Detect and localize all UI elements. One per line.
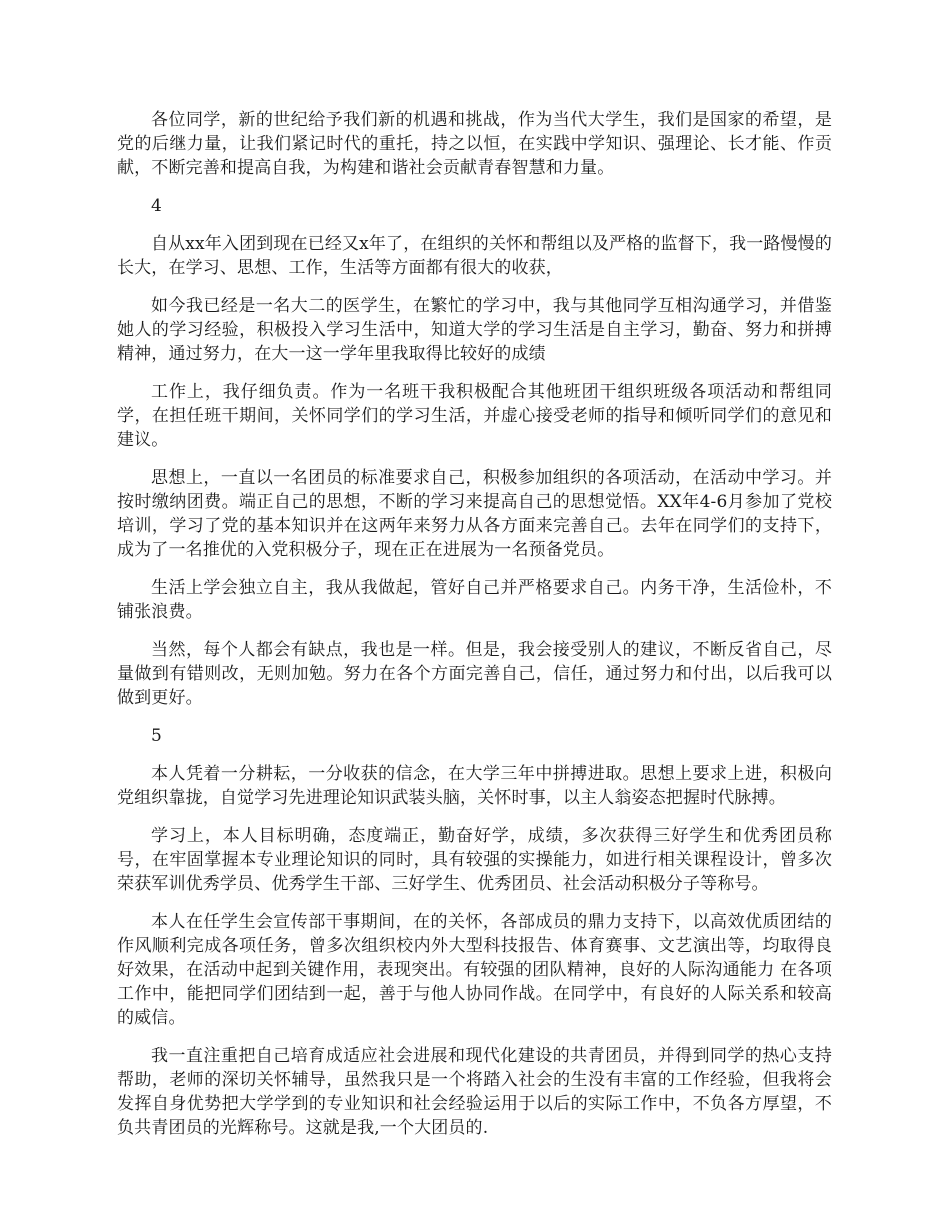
paragraph: 学习上，本人目标明确，态度端正，勤奋好学，成绩，多次获得三好学生和优秀团员称号，在牢固掌握本专业理论知识的同时，具有较强的实操能力，如进行相关课程设计，曾多次荣获军训优秀学员、优秀学生干部、三好学生、优秀团员、社会活动积极分子等称号。	[117, 826, 832, 894]
paragraph: 自从xx年入团到现在已经又x年了，在组织的关怀和帮组以及严格的监督下，我一路慢慢的长大，在学习、思想、工作，生活等方面都有很大的收获，	[117, 234, 832, 278]
paragraph: 生活上学会独立自主，我从我做起，管好自己并严格要求自己。内务干净，生活俭朴，不铺张浪费。	[117, 578, 832, 622]
paragraph: 当然，每个人都会有缺点，我也是一样。但是，我会接受别人的建议，不断反省自己，尽量做到有错则改，无则加勉。努力在各个方面完善自己，信任，通过努力和付出，以后我可以做到更好。	[117, 640, 832, 708]
paragraph: 思想上，一直以一名团员的标准要求自己，积极参加组织的各项活动，在活动中学习。并按时缴纳团费。端正自己的思想，不断的学习来提高自己的思想觉悟。XX年4-6月参加了党校培训，学习了党的基本知识并在这两年来努力从各方面来完善自己。去年在同学们的支持下，成为了一名推优的入党积极分子，现在正在进展为一名预备党员。	[117, 468, 832, 560]
paragraph: 各位同学，新的世纪给予我们新的机遇和挑战，作为当代大学生，我们是国家的希望，是党的后继力量，让我们紧记时代的重托，持之以恒，在实践中学知识、强理论、长才能、作贡献，不断完善和提高自我，为构建和谐社会贡献青春智慧和力量。	[117, 110, 832, 178]
paragraph: 本人在任学生会宣传部干事期间，在的关怀，各部成员的鼎力支持下，以高效优质团结的作风顺利完成各项任务，曾多次组织校内外大型科技报告、体育赛事、文艺演出等，均取得良好效果，在活动中起到关键作用，表现突出。有较强的团队精神，良好的人际沟通能力 在各项工作中，能把同学们团结到一起，善于与他人协同作战。在同学中，有良好的人际关系和较高的威信。	[117, 912, 832, 1028]
paragraph: 工作上，我仔细负责。作为一名班干我积极配合其他班团干组织班级各项活动和帮组同学，在担任班干期间，关怀同学们的学习生活，并虚心接受老师的指导和倾听同学们的意见和建议。	[117, 382, 832, 450]
section-number: 4	[151, 196, 162, 216]
paragraph: 本人凭着一分耕耘，一分收获的信念，在大学三年中拼搏进取。思想上要求上进，积极向党组织靠拢，自觉学习先进理论知识武装头脑，关怀时事，以主人翁姿态把握时代脉搏。	[117, 764, 832, 808]
section-number: 5	[151, 726, 162, 746]
paragraph: 我一直注重把自己培育成适应社会进展和现代化建设的共青团员，并得到同学的热心支持帮助，老师的深切关怀辅导，虽然我只是一个将踏入社会的生没有丰富的工作经验，但我将会发挥自身优势把大学学到的专业知识和社会经验运用于以后的实际工作中，不负各方厚望，不负共青团员的光辉称号。这就是我,一个大团员的.	[117, 1046, 832, 1138]
paragraph: 如今我已经是一名大二的医学生，在繁忙的学习中，我与其他同学互相沟通学习，并借鉴她人的学习经验，积极投入学习生活中，知道大学的学习生活是自主学习，勤奋、努力和拼搏精神，通过努力，在大一这一学年里我取得比较好的成绩	[117, 296, 832, 364]
